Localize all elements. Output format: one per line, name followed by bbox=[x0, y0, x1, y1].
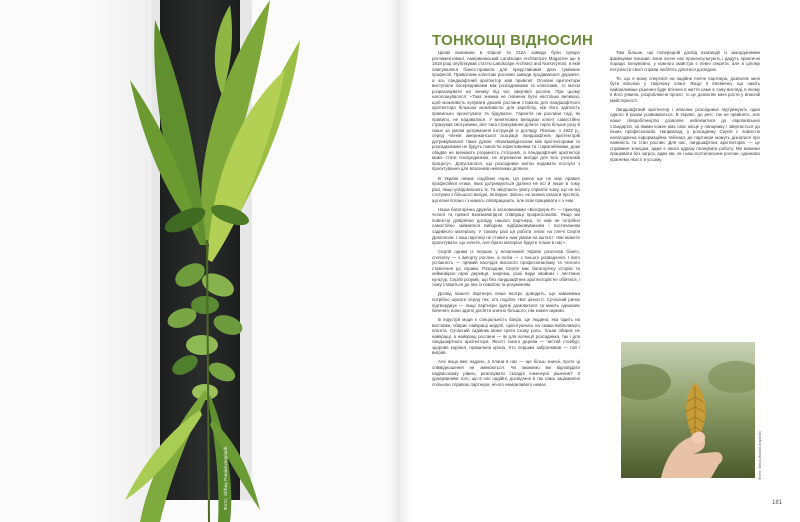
paragraph: В Україні немає подібних норм. Ця ринок ще не має правил професійної етики, яких дотримуються далеко не всі й лише в тому разі, якщо усвідомлюють їх. Та звертають увагу сприяти чому, що не всі стосунки з більшого вигідні, як видно. Звісно, не можна сказати про всіх, що вони погано і з кимось співпрацюють, але всім працювати є з чим. bbox=[432, 175, 580, 203]
text-column-1 bbox=[432, 50, 580, 391]
photo-credit: Фото: Abhay Punia/Unsplash bbox=[223, 446, 228, 510]
paragraph: Наша багаторічна дружба із засновниками «Біосфера-Л» — приклад чесної та прямої взаємовигідної співпраці професіоналів. Якщо ми повністю довіряємо досвіду нашого партнера, то нам не потрібно самостійно займатися вибором, відбраковуванням і постачанням садивного матеріалу. У такому разі ця робота лягає на плечі Сергія Довгополи. І наш партнер не ставить нам умови на кшталт: «Ви можете проєктувати, що хочете, але брати матеріал будете тільки в нас». bbox=[432, 206, 580, 246]
paragraph: Ландшафтний архітектор і власник розсадника підтримують один одного й разом розвиваються. В Україні, до речі, так не прийнято, але наше співробітництво дозволяє наблизитися до європейських стандартів, за якими кожен має своє місце у ланцюжку і звертається до інших професіоналів. Наприклад, у розсаднику Сергія є повністю налагоджена інформаційна таблиця, де партнери можуть дізнатися про наявність та стан рослин. Для нас, ландшафтних архітекторів, — це справжня знахідка, адже є змога одразу планувати роботу. Ми можемо працювати без загроз, адже ми, як і наш постачальник рослин, однаково прагнемо якості в усьому. bbox=[610, 106, 760, 162]
photo-credit: Фото: Brina Blum/Unsplash bbox=[757, 431, 762, 480]
paragraph: Цікаві взаємини в Європі та США завжди були суворо регламентовані. Американський Landscape Architecture Magazine ще в 1918 році опублікував статтю Landscape Architect and Nurseryman, в якій описувалися бізнес-правила для представників двох суміжних професій. Приватним клієнтам рослини завжди продавалися дорожче, а ось ландшафтний архітектор мав привілеї. Основні архітектори виступали посередниками між розсадниками та клієнтами, то могли розраховувати на знижку під час закупівлі рослин. При цьому наголошувалося: «Така знижка не повинна бути настільки великою, щоб можливість купувати дешеві рослини ставала для ландшафтного архітектора більшою можливістю для заробітку, ніж його здатність правильно проєктувати та будувати». Гарантія на рослини тоді, як правило, не надавалася. У винятковиx випадках клієнт самостійно страхував свої ризики, але така страхування ділило торги більше розу й лише за умови дотримання інструкцій із догляду. Пізніше, з 1922 р., серед членів американської асоціації ландшафтних архітекторів дотримувалися таких думок: «Взаємовідносини між архітекторами та розсадниками не будуть повністю ефективними та і гармонійними, доки обидва не визнають розумність стосунків, а ландшафтний архітектор може стати посередником, не втрачаючи вигоди для всіх учасників процесу». Допускалося, що розсадники могли надавати послуги з проєктування для власників невеликих ділянок. bbox=[432, 50, 580, 172]
text-column-2 bbox=[610, 50, 760, 166]
leaf bbox=[206, 359, 238, 385]
article-title: ТОНКОЩІ ВІДНОСИН bbox=[432, 32, 594, 49]
paragraph: Досвід нашого партнера лише вкотре доводить, що замовника потрібно шукати серед тих, хто поділяє твої цінності. Сучасний ринок підтверджує — якщо партнери здатні домовитися та мають однакове бачення, вони здатні досягти значно більшого, ніж кожен окремо. bbox=[432, 291, 580, 314]
page-gutter bbox=[388, 0, 412, 522]
page-number: 181 bbox=[772, 500, 783, 506]
leaf bbox=[211, 311, 245, 338]
paragraph: Сергій одним із перших у незалежній Україні розпочав бізнес, спочатку — з імпорту рослин, а потім — з їхнього розведення. І його успішність — прямий наслідок високого професіоналізму та чесного ставлення до справи. Розсадник Сергія має багаторічну історію та неймовірно гарні деревця, зокрема, різні види хвойних і листяних культур. Сергій розуміє, що без ландшафтних архітекторів не обійтися, і тому ставиться до них із повагою та розумінням. bbox=[432, 249, 580, 288]
paragraph: Тим більше, що попередній досвід взаємодії із закордонними фахівцями показав: вони охоче нас проконсультують і дадуть практичні поради. Безумовно, у кожного майстра є певні секрети, але в цілому ентузіасти своєї справи люблять ділитися досвідом. bbox=[610, 50, 760, 72]
plant-photo bbox=[110, 0, 300, 522]
paragraph: В індустрії моди є спеціальність баєра. Це людина, яка їздить на виставки, обирає найкращі моделі, орієнтуючись на смаки вибагливого клієнта. Сучасний садівник може грати схожу роль, тільки обирає не найкращі, а найкращі рослини — як для колекції розсадника, так і для ландшафтного архітектора. Якості такого дерева — чистий стовбур, здорове коріння, правильна крона. Хто першим забронював — той і виграв. bbox=[432, 317, 580, 356]
paragraph: Але якщо вже надано, а плани в нас — ще більш значні, проте ці співвідношення не змінюються. Чи зможемо ми відповідати надвисокому рівню, реалізувати складні інженерні рішення? З урахуванням того, що в нас надійні, досвідчені й так само зацікавлені спільною справою партнери, нічого неможливого немає. bbox=[432, 359, 580, 387]
leaf bbox=[140, 390, 208, 522]
leaf bbox=[171, 258, 209, 291]
leaf bbox=[169, 351, 201, 379]
paragraph: Те, що я можу спертися на надійне плече партнера, дозволяє мені бути вільною у творчому плані. Якщо я впевнена, що навіть найсміливіше рішення буде втілене в життя саме в тому вигляді, в якому я його уявила, розробляючи проєкт, то це дозволяє мені рости у власній майстерності. bbox=[610, 75, 760, 103]
hand-with-leaf-photo bbox=[621, 342, 755, 478]
leaf bbox=[186, 335, 218, 355]
